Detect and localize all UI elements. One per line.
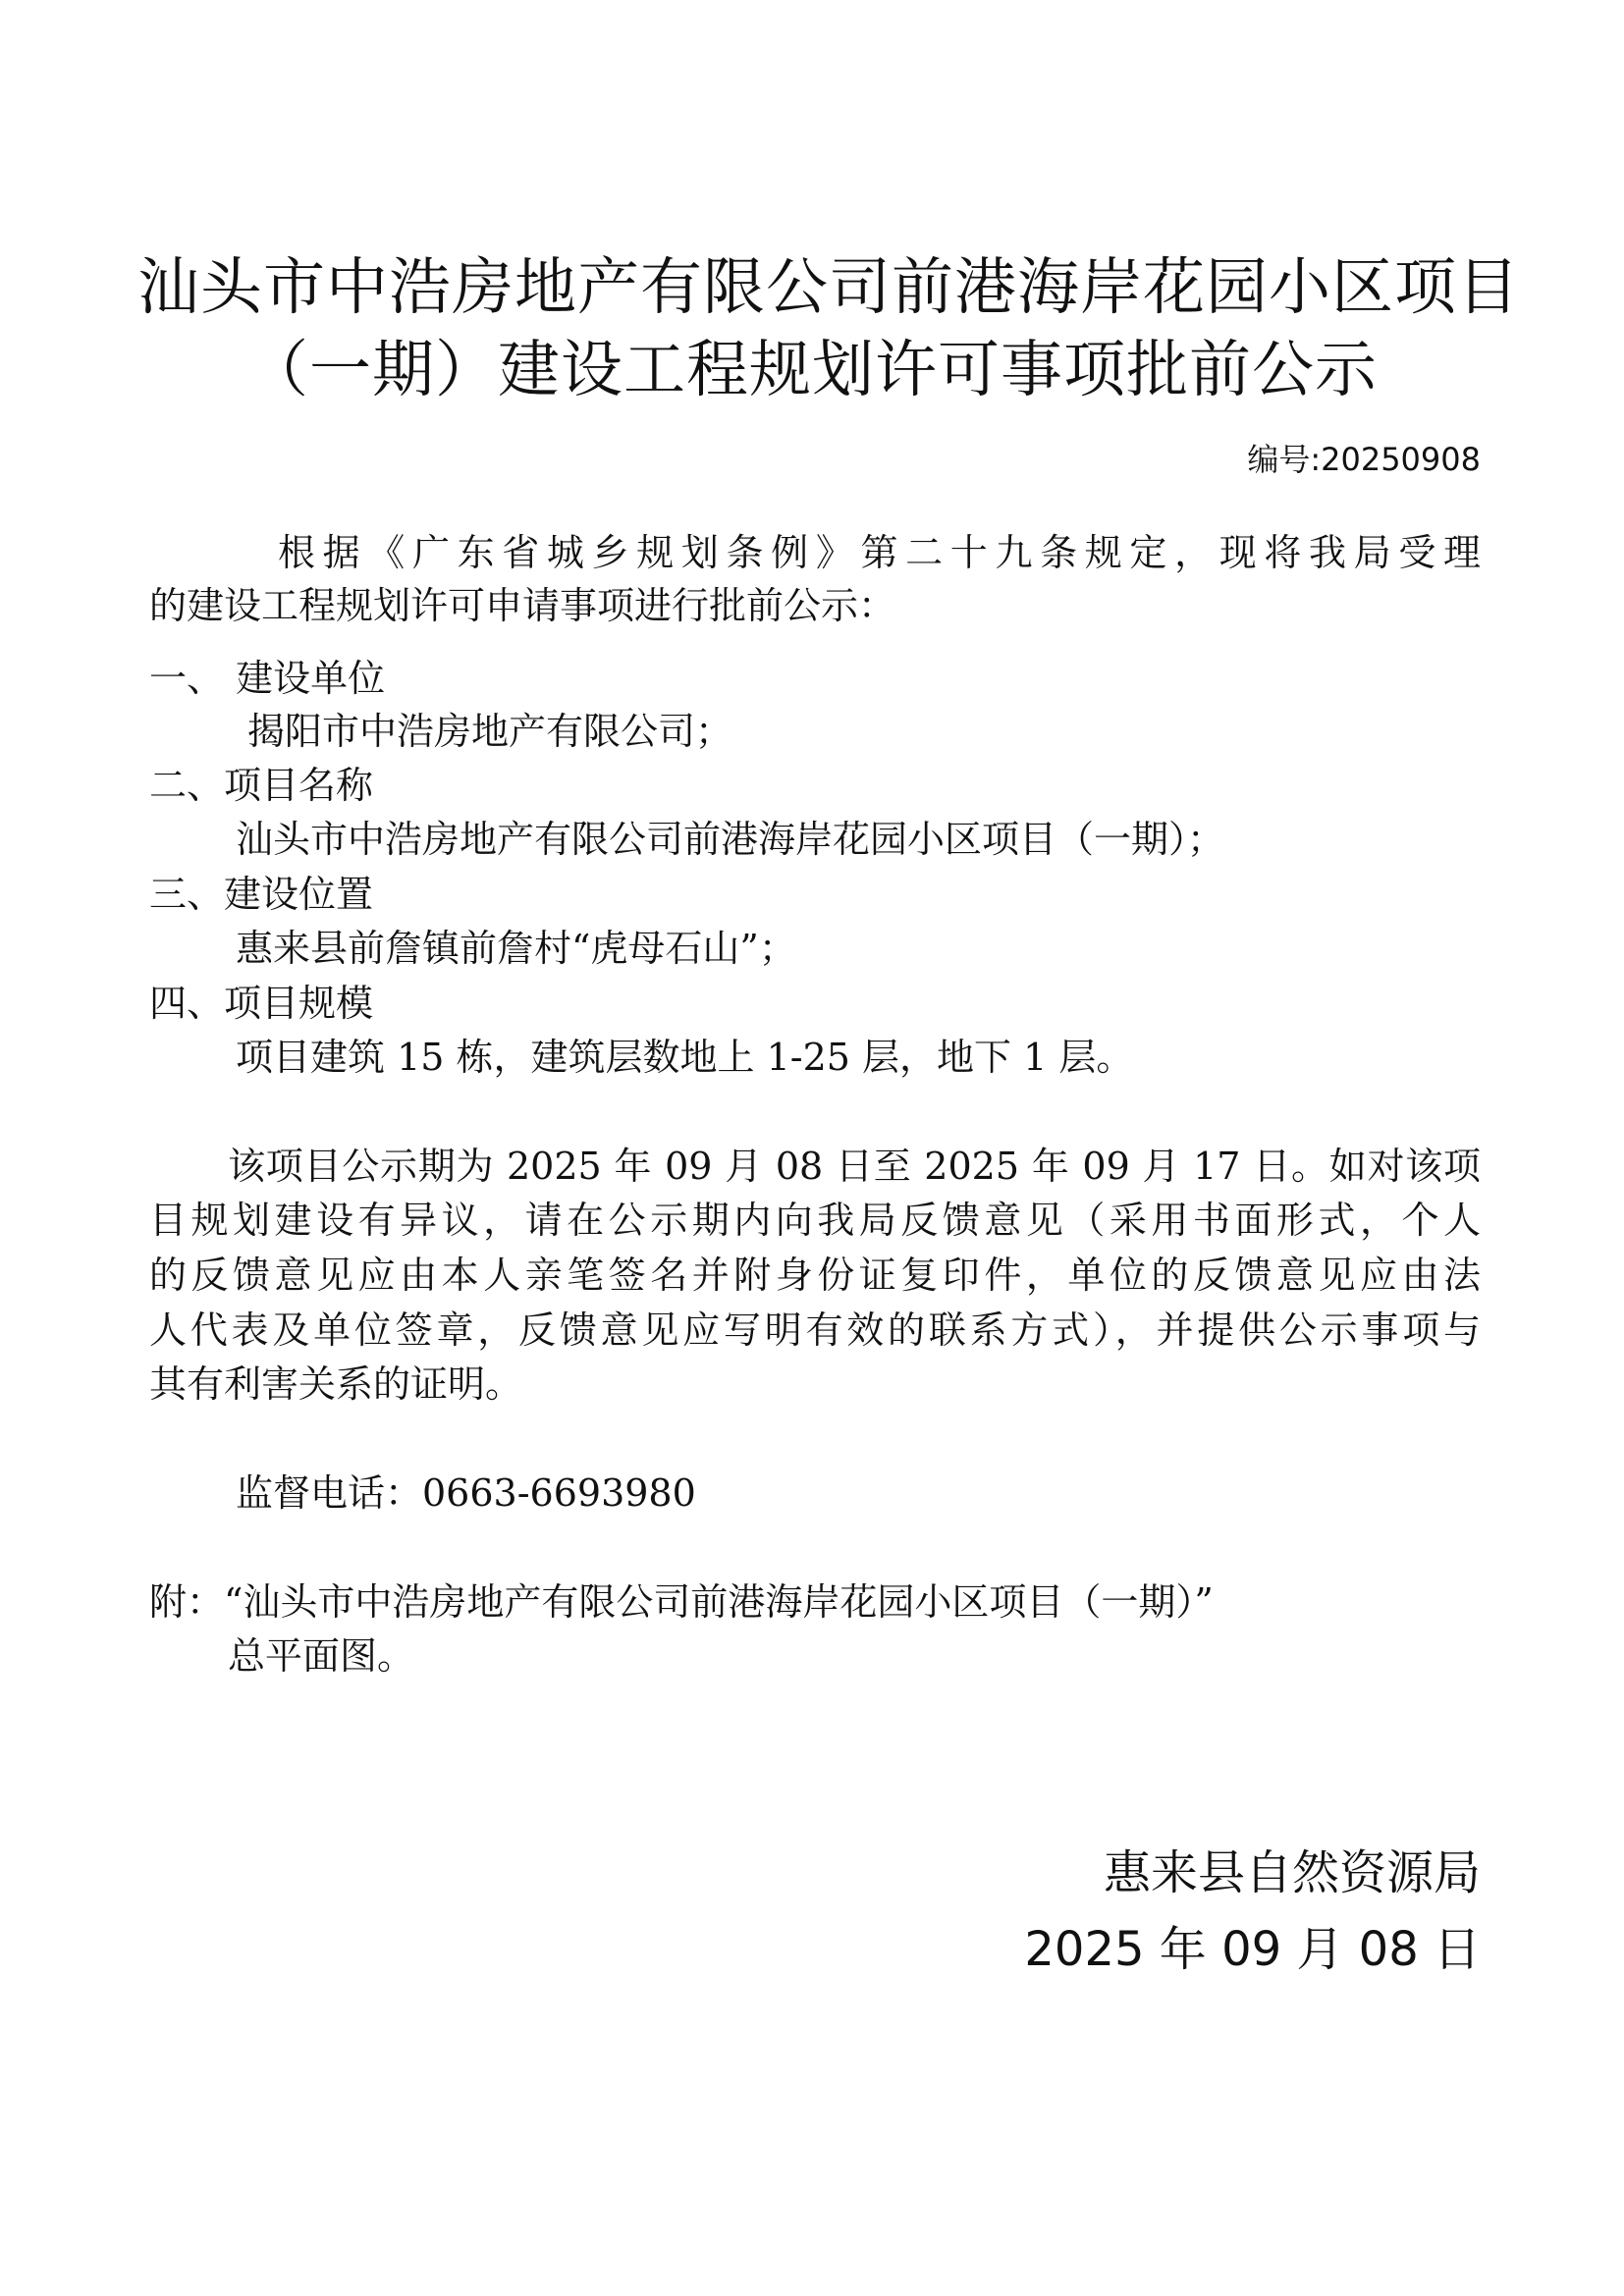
section-heading-project-name: 二、项目名称 [149,764,374,807]
section-heading-location: 三、建设位置 [149,873,374,916]
section-value-scale: 项目建筑 15 栋，建筑层数地上 1-25 层，地下 1 层。 [236,1036,1134,1079]
signature-organization: 惠来县自然资源局 [1103,1845,1481,1900]
notice-line-4: 人代表及单位签章，反馈意见应写明有效的联系方式），并提供公示事项与 [149,1308,1481,1352]
notice-line-2: 目规划建设有异议，请在公示期内向我局反馈意见（采用书面形式，个人 [149,1199,1481,1242]
section-value-builder: 揭阳市中浩房地产有限公司； [247,710,733,753]
signature-date: 2025 年 09 月 08 日 [1024,1922,1481,1977]
attachment-line-1: 附：“汕头市中浩房地产有限公司前港海岸花园小区项目（一期）” [149,1580,1214,1624]
section-value-project-name: 汕头市中浩房地产有限公司前港海岸花园小区项目（一期）； [236,818,1225,861]
attachment-line-2: 总平面图。 [228,1634,415,1678]
notice-line-3: 的反馈意见应由本人亲笔签名并附身份证复印件，单位的反馈意见应由法 [149,1254,1481,1297]
intro-line-1: 根据《广东省城乡规划条例》第二十九条规定，现将我局受理 [278,531,1481,574]
document-title-line-1: 汕头市中浩房地产有限公司前港海岸花园小区项目 [137,251,1520,323]
section-heading-scale: 四、项目规模 [149,982,374,1025]
supervision-phone: 监督电话：0663-6693980 [236,1471,696,1515]
notice-line-1: 该项目公示期为 2025 年 09 月 08 日至 2025 年 09 月 17 日。如对该项 [228,1145,1481,1188]
section-value-location: 惠来县前詹镇前詹村“虎母石山”； [236,927,796,970]
section-heading-builder: 一、 建设单位 [149,657,386,700]
notice-line-5: 其有利害关系的证明。 [149,1362,523,1406]
document-title-line-2: （一期）建设工程规划许可事项批前公示 [246,334,1378,405]
document-number: 编号:20250908 [1247,441,1481,478]
intro-line-2: 的建设工程规划许可申请事项进行批前公示： [149,584,896,627]
